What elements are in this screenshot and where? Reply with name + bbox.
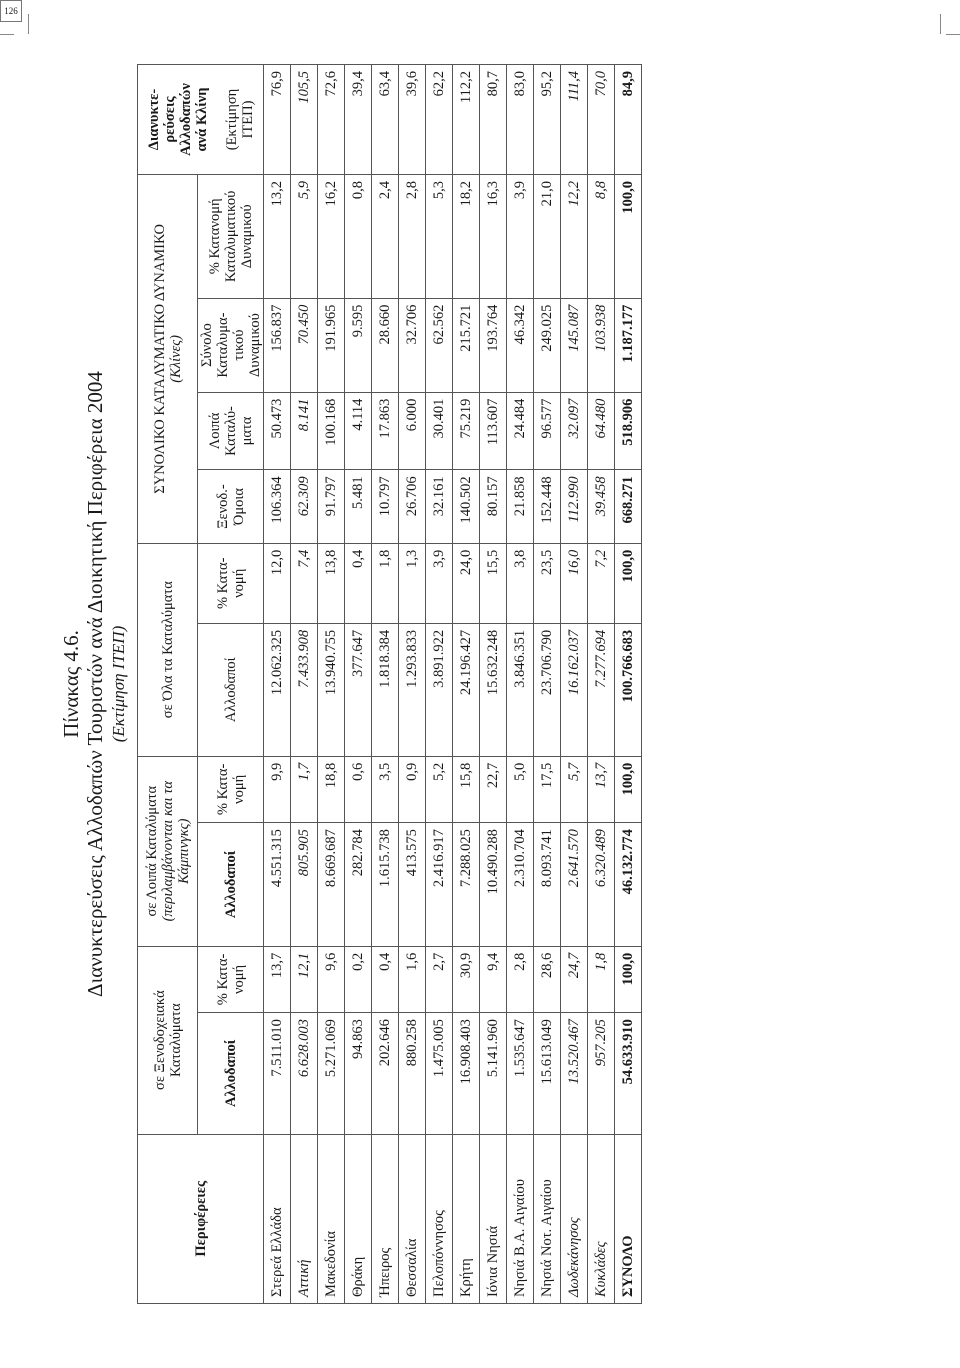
cell-all-foreigners: 377.647 [345, 623, 372, 756]
cell-capacity-other: 6.000 [399, 392, 426, 470]
cell-capacity-pct: 2,8 [399, 175, 426, 299]
cell-other-pct: 17,5 [534, 756, 561, 822]
cell-nights-per-bed: 105,5 [291, 65, 318, 175]
cell-all-foreigners: 3.846.351 [507, 623, 534, 756]
cell-capacity-other: 96.577 [534, 392, 561, 470]
cell-all-pct: 12,0 [264, 543, 291, 623]
cell-capacity-total: 215.721 [453, 298, 480, 392]
cell-capacity-other: 100.168 [318, 392, 345, 470]
table-row [426, 65, 453, 1304]
table-row [507, 65, 534, 1304]
table-number: Πίνακας 4.6. [59, 630, 83, 738]
table-title: Διανυκτερεύσεις Αλλοδαπών Τουριστών ανά Διοικητική Περιφέρεια 2004 [83, 371, 107, 997]
cell-capacity-pct: 13,2 [264, 175, 291, 299]
cell-hotel-pct: 1,6 [399, 946, 426, 1012]
cell-capacity-other: 50.473 [264, 392, 291, 470]
cell-capacity-pct: 8,8 [588, 175, 615, 299]
cell-hotel-foreigners: 13.520.467 [561, 1013, 588, 1134]
cell-all-foreigners: 13.940.755 [318, 623, 345, 756]
cell-all-pct: 1,3 [399, 543, 426, 623]
cell-hotel-pct: 2,7 [426, 946, 453, 1012]
cell-region: Νησιά Β.Α. Αιγαίου [507, 1134, 534, 1303]
header-group-capacity-sub: (Κλίνες) [167, 335, 184, 383]
cell-other-foreigners: 2.310.704 [507, 823, 534, 947]
cell-capacity-hotel: 152.448 [534, 470, 561, 543]
cell-hotel-pct: 13,7 [264, 946, 291, 1012]
header-group-other [138, 756, 198, 946]
header-nights-per-bed [138, 65, 264, 175]
cell-hotel-foreigners: 1.475.005 [426, 1013, 453, 1134]
cell-other-pct: 5,0 [507, 756, 534, 822]
cell-other-pct: 5,7 [561, 756, 588, 822]
cell-nights-per-bed: 39,4 [345, 65, 372, 175]
cell-hotel-foreigners: 880.258 [399, 1013, 426, 1134]
table-row [345, 65, 372, 1304]
cell-all-foreigners: 1.293.833 [399, 623, 426, 756]
cell-all-foreigners: 24.196.427 [453, 623, 480, 756]
table-row [399, 65, 426, 1304]
cell-other-pct: 1,7 [291, 756, 318, 822]
header-group-other-title: σε Λοιπά Καταλύματα [143, 785, 160, 917]
header-foreigners: Αλλοδαποί [198, 823, 264, 947]
cell-region: Μακεδονία [318, 1134, 345, 1303]
cell-other-foreigners: 2.416.917 [426, 823, 453, 947]
table-row [372, 65, 399, 1304]
cell-capacity-hotel: 21.858 [507, 470, 534, 543]
cell-capacity-other: 113.607 [480, 392, 507, 470]
cell-all-pct: 15,5 [480, 543, 507, 623]
header-regions: Περιφέρειες [138, 1134, 264, 1303]
header-pct-distribution: % Κατα- νομή [198, 756, 264, 822]
cell-nights-per-bed: 95,2 [534, 65, 561, 175]
cell-capacity-total: 46.342 [507, 298, 534, 392]
cell-all-pct: 3,8 [507, 543, 534, 623]
header-other-lodging: Λοιπά Καταλύ- ματα [198, 392, 264, 470]
cell-region: Θεσσαλία [399, 1134, 426, 1303]
cell-capacity-pct: 100,0 [615, 175, 642, 299]
crop-mark [0, 34, 14, 35]
cell-hotel-pct: 9,6 [318, 946, 345, 1012]
table-row [561, 65, 588, 1304]
cell-hotel-foreigners: 5.271.069 [318, 1013, 345, 1134]
cell-all-foreigners: 100.766.683 [615, 623, 642, 756]
cell-other-foreigners: 282.784 [345, 823, 372, 947]
cell-capacity-pct: 2,4 [372, 175, 399, 299]
header-total-capacity: Σύνολο Καταλυμα- τικού Δυναμικού [198, 298, 264, 392]
cell-hotel-foreigners: 5.141.960 [480, 1013, 507, 1134]
cell-capacity-hotel: 112.990 [561, 470, 588, 543]
header-pct-capacity: % Κατανομή Καταλυματικού Δυναμικού [198, 175, 264, 299]
cell-hotel-foreigners: 94.863 [345, 1013, 372, 1134]
cell-capacity-total: 62.562 [426, 298, 453, 392]
cell-region: Ήπειρος [372, 1134, 399, 1303]
cell-all-foreigners: 3.891.922 [426, 623, 453, 756]
header-group-capacity [138, 175, 198, 544]
cell-nights-per-bed: 83,0 [507, 65, 534, 175]
table-row-total [615, 65, 642, 1304]
cell-capacity-hotel: 10.797 [372, 470, 399, 543]
cell-other-pct: 15,8 [453, 756, 480, 822]
cell-other-pct: 100,0 [615, 756, 642, 822]
crop-mark [946, 34, 960, 35]
cell-hotel-foreigners: 16.908.403 [453, 1013, 480, 1134]
cell-capacity-total: 70.450 [291, 298, 318, 392]
cell-other-pct: 13,7 [588, 756, 615, 822]
table-row [264, 65, 291, 1304]
crop-mark [940, 14, 941, 34]
cell-hotel-foreigners: 6.628.003 [291, 1013, 318, 1134]
header-nights-per-bed-title: Διανυκτε- ρεύσεις Αλλοδαπών ανά Κλίνη [145, 83, 210, 156]
cell-capacity-pct: 16,2 [318, 175, 345, 299]
cell-other-foreigners: 8.669.687 [318, 823, 345, 947]
cell-capacity-hotel: 91.797 [318, 470, 345, 543]
cell-all-pct: 100,0 [615, 543, 642, 623]
cell-hotel-pct: 1,8 [588, 946, 615, 1012]
table-body [264, 65, 642, 1304]
cell-all-foreigners: 16.162.037 [561, 623, 588, 756]
table-caption [59, 59, 129, 1309]
cell-hotel-pct: 9,4 [480, 946, 507, 1012]
table-row [534, 65, 561, 1304]
header-group-hotels: σε Ξενοδοχειακά Καταλύματα [138, 946, 198, 1134]
cell-capacity-pct: 5,9 [291, 175, 318, 299]
cell-hotel-pct: 2,8 [507, 946, 534, 1012]
cell-capacity-hotel: 39.458 [588, 470, 615, 543]
cell-hotel-foreigners: 54.633.910 [615, 1013, 642, 1134]
cell-capacity-pct: 3,9 [507, 175, 534, 299]
cell-other-foreigners: 7.288.025 [453, 823, 480, 947]
cell-other-pct: 0,6 [345, 756, 372, 822]
cell-other-foreigners: 413.575 [399, 823, 426, 947]
cell-all-pct: 23,5 [534, 543, 561, 623]
cell-capacity-other: 24.484 [507, 392, 534, 470]
cell-nights-per-bed: 112,2 [453, 65, 480, 175]
data-table [137, 64, 642, 1304]
cell-region: Ιόνια Νησιά [480, 1134, 507, 1303]
cell-all-foreigners: 15.632.248 [480, 623, 507, 756]
header-pct-distribution: % Κατα- νομή [198, 543, 264, 623]
cell-nights-per-bed: 72,6 [318, 65, 345, 175]
cell-capacity-hotel: 140.502 [453, 470, 480, 543]
table-subtitle: (Εκτίμηση ΙΤΕΠ) [109, 625, 128, 743]
cell-capacity-total: 1.187.177 [615, 298, 642, 392]
cell-capacity-total: 32.706 [399, 298, 426, 392]
cell-capacity-total: 193.764 [480, 298, 507, 392]
cell-other-pct: 0,9 [399, 756, 426, 822]
cell-capacity-total: 9.595 [345, 298, 372, 392]
cell-capacity-pct: 12,2 [561, 175, 588, 299]
cell-capacity-other: 17.863 [372, 392, 399, 470]
table-row [318, 65, 345, 1304]
cell-capacity-pct: 0,8 [345, 175, 372, 299]
cell-region: ΣΥΝΟΛΟ [615, 1134, 642, 1303]
cell-nights-per-bed: 62,2 [426, 65, 453, 175]
cell-nights-per-bed: 39,6 [399, 65, 426, 175]
cell-nights-per-bed: 63,4 [372, 65, 399, 175]
cell-all-foreigners: 12.062.325 [264, 623, 291, 756]
cell-other-pct: 3,5 [372, 756, 399, 822]
cell-nights-per-bed: 80,7 [480, 65, 507, 175]
cell-all-foreigners: 7.433.908 [291, 623, 318, 756]
cell-capacity-pct: 18,2 [453, 175, 480, 299]
cell-hotel-foreigners: 1.535.647 [507, 1013, 534, 1134]
cell-hotel-pct: 28,6 [534, 946, 561, 1012]
cell-capacity-hotel: 26.706 [399, 470, 426, 543]
cell-region: Στερεά Ελλάδα [264, 1134, 291, 1303]
cell-all-pct: 7,4 [291, 543, 318, 623]
header-pct-distribution: % Κατα- νομή [198, 946, 264, 1012]
cell-capacity-pct: 5,3 [426, 175, 453, 299]
cell-region: Νησιά Νοτ. Αιγαίου [534, 1134, 561, 1303]
cell-other-foreigners: 46.132.774 [615, 823, 642, 947]
cell-capacity-pct: 16,3 [480, 175, 507, 299]
cell-region: Κρήτη [453, 1134, 480, 1303]
cell-hotel-pct: 24,7 [561, 946, 588, 1012]
cell-capacity-other: 32.097 [561, 392, 588, 470]
cell-hotel-foreigners: 15.613.049 [534, 1013, 561, 1134]
cell-capacity-other: 30.401 [426, 392, 453, 470]
cell-region: Θράκη [345, 1134, 372, 1303]
table-row [588, 65, 615, 1304]
header-nights-per-bed-sub: (Εκτίμηση ΙΤΕΠ) [223, 88, 256, 151]
cell-hotel-pct: 100,0 [615, 946, 642, 1012]
cell-hotel-pct: 0,4 [372, 946, 399, 1012]
header-hotel-like: Ξενοδ.- Όμοια [198, 470, 264, 543]
cell-all-pct: 13,8 [318, 543, 345, 623]
cell-all-pct: 3,9 [426, 543, 453, 623]
cell-capacity-other: 64.480 [588, 392, 615, 470]
cell-other-foreigners: 10.490.288 [480, 823, 507, 947]
header-foreigners: Αλλοδαποί [198, 1013, 264, 1134]
cell-nights-per-bed: 84,9 [615, 65, 642, 175]
cell-capacity-hotel: 32.161 [426, 470, 453, 543]
cell-capacity-total: 103.938 [588, 298, 615, 392]
cell-all-foreigners: 23.706.790 [534, 623, 561, 756]
cell-all-pct: 16,0 [561, 543, 588, 623]
cell-capacity-total: 191.965 [318, 298, 345, 392]
rotated-table-page [55, 59, 905, 1309]
cell-capacity-hotel: 668.271 [615, 470, 642, 543]
cell-capacity-hotel: 62.309 [291, 470, 318, 543]
cell-other-foreigners: 805.905 [291, 823, 318, 947]
table-row [480, 65, 507, 1304]
cell-region: Πελοπόννησος [426, 1134, 453, 1303]
header-group-other-sub: (περιλαμβάνονται και τα Κάμπινγκς) [159, 781, 192, 922]
cell-hotel-pct: 12,1 [291, 946, 318, 1012]
cell-other-foreigners: 8.093.741 [534, 823, 561, 947]
cell-all-pct: 24,0 [453, 543, 480, 623]
cell-hotel-foreigners: 957.205 [588, 1013, 615, 1134]
cell-region: Κυκλάδες [588, 1134, 615, 1303]
cell-capacity-other: 518.906 [615, 392, 642, 470]
cell-all-pct: 7,2 [588, 543, 615, 623]
cell-other-foreigners: 6.320.489 [588, 823, 615, 947]
cell-all-pct: 0,4 [345, 543, 372, 623]
cell-nights-per-bed: 70,0 [588, 65, 615, 175]
cell-hotel-foreigners: 202.646 [372, 1013, 399, 1134]
cell-other-foreigners: 4.551.315 [264, 823, 291, 947]
table-row [453, 65, 480, 1304]
cell-hotel-pct: 0,2 [345, 946, 372, 1012]
cell-hotel-pct: 30,9 [453, 946, 480, 1012]
cell-capacity-other: 75.219 [453, 392, 480, 470]
cell-capacity-other: 4.114 [345, 392, 372, 470]
cell-capacity-total: 145.087 [561, 298, 588, 392]
cell-hotel-foreigners: 7.511.010 [264, 1013, 291, 1134]
cell-other-foreigners: 1.615.738 [372, 823, 399, 947]
header-foreigners: Αλλοδαποί [198, 623, 264, 756]
page-number: 126 [0, 0, 22, 22]
cell-other-pct: 9,9 [264, 756, 291, 822]
cell-nights-per-bed: 111,4 [561, 65, 588, 175]
cell-capacity-total: 249.025 [534, 298, 561, 392]
cell-capacity-hotel: 80.157 [480, 470, 507, 543]
cell-capacity-pct: 21,0 [534, 175, 561, 299]
cell-other-pct: 5,2 [426, 756, 453, 822]
crop-mark [28, 14, 29, 34]
cell-other-pct: 18,8 [318, 756, 345, 822]
cell-capacity-hotel: 106.364 [264, 470, 291, 543]
cell-capacity-total: 28.660 [372, 298, 399, 392]
cell-other-pct: 22,7 [480, 756, 507, 822]
cell-all-foreigners: 1.818.384 [372, 623, 399, 756]
header-group-all: σε Όλα τα Καταλύματα [138, 543, 198, 756]
cell-other-foreigners: 2.641.570 [561, 823, 588, 947]
cell-region: Αττική [291, 1134, 318, 1303]
header-group-capacity-title: ΣΥΝΟΛΙΚΟ ΚΑΤΑΛΥΜΑΤΙΚΟ ΔΥΝΑΜΙΚΟ [151, 224, 168, 494]
cell-all-pct: 1,8 [372, 543, 399, 623]
cell-capacity-other: 8.141 [291, 392, 318, 470]
cell-capacity-hotel: 5.481 [345, 470, 372, 543]
cell-capacity-total: 156.837 [264, 298, 291, 392]
cell-region: Δωδεκάνησος [561, 1134, 588, 1303]
table-row [291, 65, 318, 1304]
cell-all-foreigners: 7.277.694 [588, 623, 615, 756]
cell-nights-per-bed: 76,9 [264, 65, 291, 175]
